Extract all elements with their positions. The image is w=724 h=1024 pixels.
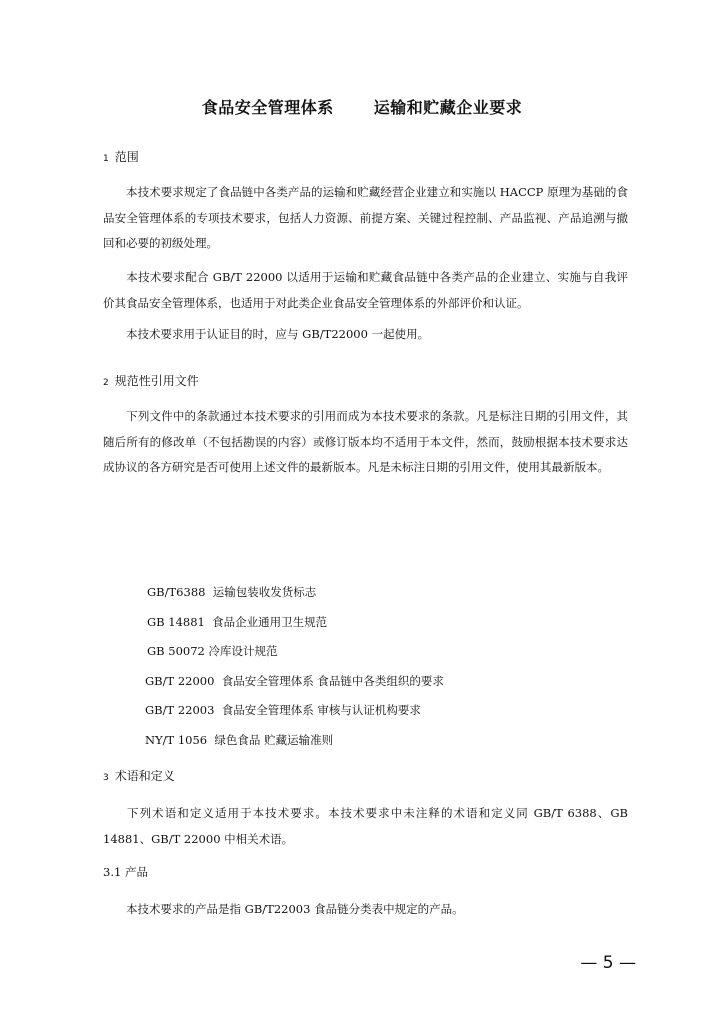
section-title: 术语和定义	[114, 769, 175, 783]
page-number: — 5 —	[580, 953, 636, 973]
reference-item: NY/T 1056 绿色食品 贮藏运输准则	[145, 732, 334, 747]
section-heading-terms	[103, 767, 175, 784]
paragraph: 本技术要求规定了食品链中各类产品的运输和贮藏经营企业建立和实施以 HACCP 原理为基础的食品安全管理体系的专项技术要求，包括人力资源、前提方案、关键过程控制、产品监视、产品追溯与撤回和必要的初级处理。	[103, 185, 628, 250]
paragraph: 本技术要求配合 GB/T 22000 以适用于运输和贮藏食品链中各类产品的企业建立、实施与自我评价其食品安全管理体系，也适用于对此类企业食品安全管理体系的外部评价和认证。	[103, 270, 628, 310]
section-heading-scope	[103, 148, 139, 165]
paragraph: 本技术要求的产品是指 GB/T22003 食品链分类表中规定的产品。	[126, 902, 464, 916]
section-title: 规范性引用文件	[114, 374, 199, 388]
paragraph: 下列文件中的条款通过本技术要求的引用而成为本技术要求的条款。凡是标注日期的引用文件，其随后所有的修改单（不包括勘误的内容）或修订版本均不适用于本文件，然而，鼓励根据本技术要求达成协议的各方研究是否可使用上述文件的最新版本。凡是未标注日期的引用文件，使用其最新版本。	[103, 409, 628, 474]
paragraph: 下列术语和定义适用于本技术要求。本技术要求中未注释的术语和定义同 GB/T 6388、GB 14881、GB/T 22000 中相关术语。	[103, 806, 628, 846]
reference-item: GB/T 22003 食品安全管理体系 审核与认证机构要求	[145, 703, 421, 717]
reference-item: GB/T 22000 食品安全管理体系 食品链中各类组织的要求	[145, 673, 444, 688]
paragraph: 本技术要求用于认证目的时，应与 GB/T22000 一起使用。	[126, 327, 430, 341]
reference-list	[145, 578, 444, 755]
section-number: 1	[103, 154, 109, 164]
reference-item: GB/T6388 运输包装收发货标志	[147, 585, 317, 599]
reference-item: GB 50072 冷库设计规范	[147, 644, 278, 658]
document-title	[0, 95, 724, 118]
section-heading-normative-references	[103, 372, 199, 389]
section-number: 2	[103, 378, 109, 388]
section-number: 3	[103, 773, 109, 783]
subsection-heading: 3.1 产品	[103, 865, 148, 879]
section-title: 范围	[114, 150, 139, 164]
title-left: 食品安全管理体系	[201, 98, 334, 117]
reference-item: GB 14881 食品企业通用卫生规范	[147, 614, 328, 629]
title-right: 运输和贮藏企业要求	[373, 98, 523, 117]
